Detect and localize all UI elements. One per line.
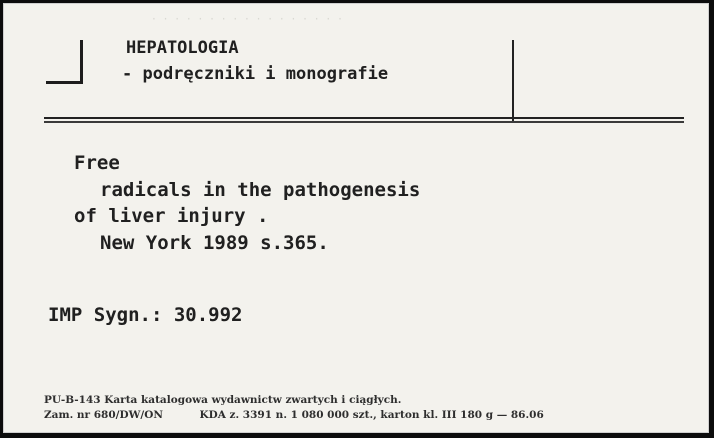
call-number: IMP Sygn.: 30.992 bbox=[48, 304, 243, 326]
corner-mark-horizontal bbox=[46, 81, 83, 84]
catalog-card bbox=[3, 3, 709, 433]
footer-line-1: PU-B-143 Karta katalogowa wydawnictw zwartych i ciągłych. bbox=[44, 394, 402, 406]
header-rule-bottom bbox=[44, 121, 684, 123]
header-vertical-rule bbox=[512, 40, 514, 122]
header-rule-top bbox=[44, 117, 684, 119]
footer-line-2: Zam. nr 680/DW/ON KDA z. 3391 n. 1 080 000 szt., karton kl. III 180 g — 86.06 bbox=[44, 409, 544, 421]
entry-line-4: New York 1989 s.365. bbox=[100, 232, 329, 254]
entry-line-3: of liver injury . bbox=[74, 205, 269, 227]
entry-line-1: Free bbox=[74, 152, 120, 174]
corner-mark-vertical bbox=[80, 40, 83, 84]
subject-heading: HEPATOLOGIA bbox=[126, 38, 239, 58]
subject-subheading: - podręczniki i monografie bbox=[122, 64, 389, 84]
entry-line-2: radicals in the pathogenesis bbox=[100, 179, 421, 201]
faint-show-through-text: · · · · · · · · · · · · · · · · · bbox=[152, 12, 344, 26]
